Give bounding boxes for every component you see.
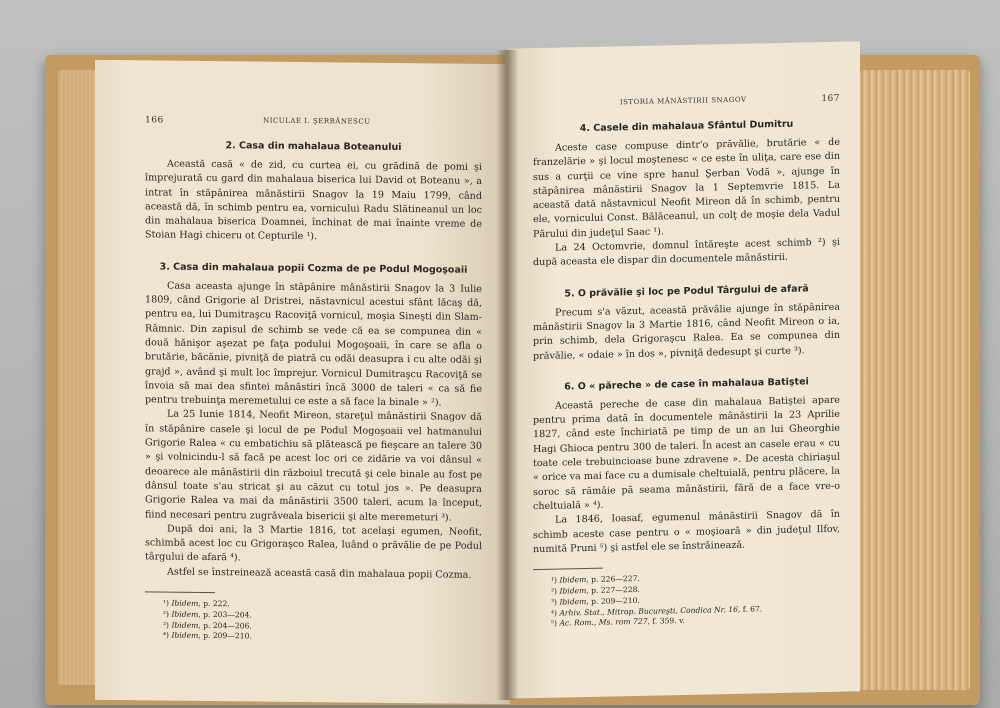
book-gutter-shadow — [496, 50, 518, 700]
footnote: ²) Ibidem, p. 227—228. — [551, 584, 640, 596]
left-page — [95, 60, 510, 704]
footnote: ⁵) Ac. Rom., Ms. rom 727, f. 359. v. — [551, 616, 685, 629]
paragraph: La 25 Iunie 1814, Neofit Mireon, stareţul mânăstirii Snagov dă în stăpânire casele şi locul de pe Podul Mogoşoaii vel hatmanului Grigorie Ralea « cu embatichiu să plătească pe fieşcare an talere 30 » şi volnicindu-l să facă pe acest loc ori ce zidărie va voi dânsul « deoarece ale mânăstirii din războiul trecută şi cele binale au fost pe dânsul toate s'au stricat şi au căzut cu totul jos ». Pe deasupra Grigorie Ralea va mai da mânăstirii 3500 taleri, acum la început, fiind necesari pentru zugrăveala bisericii şi alte meremeturi ³). — [145, 409, 482, 524]
left-page-number: 166 — [145, 115, 164, 126]
paragraph: La 1846, Ioasaf, egumenul mânăstirii Snagov dă în schimb aceste case pentru o « moşioară » din judeţul Ilfov, numită Pruni ⁵) şi astfel ele se înstrăinează. — [533, 508, 840, 555]
footnote: ¹) Ibidem, p. 226—227. — [551, 574, 640, 585]
footnote-divider — [533, 568, 603, 570]
footnote: ⁴) Ibidem, p. 209—210. — [163, 630, 252, 641]
paragraph: Această pereche de case din mahalaua Batiştei apare pentru prima dată în documentele mânăstirii la 23 Aprilie 1827, când este închiriată pe timp de un an lui Gheorghie Hagi Ghioca pentru 300 de taleri. În acest an casele erau « cu toate cele trebuincioase bune zdravene ». De acesta chiriaşul « orice va mai face cu a dumisale cheltuială, pentru plăcere, la soroc să rămâie pă seama mânăstirii, fără de a face vre-o cheltuială » ⁴). — [533, 394, 840, 513]
left-running-title: NICULAE I. ŞERBĂNESCU — [263, 116, 371, 126]
paragraph: Această casă « de zid, cu curtea ei, cu grădină de pomi şi împrejurată cu gard din mahalaua biserica lui David ot Boteanu », a intrat în stăpânirea mânăstirii Snagov la 19 Maiu 1799, când această dă, în schimb pentru ea, vornicului Radu Slătineanul un loc din mahalaua biserica Doamnei, închinat de mai înainte vreme de Stoian Hagi chiceru ot Cepturile ¹). — [145, 158, 482, 243]
right-running-head — [533, 94, 840, 110]
footnote-divider — [145, 591, 215, 593]
footnote: ¹) Ibidem, p. 222. — [163, 598, 230, 609]
right-running-title: ISTORIA MĂNĂSTIRII SNAGOV — [619, 95, 747, 107]
paragraph: După doi ani, la 3 Martie 1816, tot acelaşi egumen, Neofit, schimbă acest loc cu Grigoraşco Ralea, luând o prăvălie de pe Podul târgului de afară ⁴). — [145, 523, 482, 564]
right-page-number: 167 — [821, 93, 840, 105]
footnote: ⁴) Arhiv. Stat., Mitrop. Bucureşti, Condica Nr. 16, f. 67. — [551, 603, 763, 618]
footnote: ³) Ibidem, p. 209—210. — [551, 595, 640, 607]
section-title: 3. Casa din mahalaua popii Cozma de pe Podul Mogoşoaii — [159, 261, 468, 276]
section-title: 6. O « păreche » de case în mahalaua Batiştei — [564, 376, 809, 393]
paragraph: Casa aceasta ajunge în stăpânire mânăstirii Snagov la 3 Iulie 1809, când Grigorie al Dristrei, năstavnicul acestui sfânt lăcaş dă, pentru ea, lui Dumitraşcu Racoviţă vornicul, moşia Sineşti din Slam-Râmnic. Din zapisul de schimb se vede că ea se compunea din « două hănişor aşezat pe faţa podului Mogoşoaii, în care se afla o brutărie, băcănie, pivniţă de piatră cu odăi deasupra i cu alte odăi şi grajd », având şi mult loc împrejur. Vornicul Dumitraşcu Racoviţă se învoia să mai dea sfintei mânăstiri încă 3000 de taleri « ca să fie pentru trebuinţa meremetului ce este a să face la binale » ²). — [145, 280, 482, 409]
paragraph: La 24 Octomvrie, domnul întăreşte acest schimb ²) şi după aceasta ele dispar din documentele mânăstirii. — [533, 236, 840, 269]
paragraph: Aceste case compuse dintr'o prăvălie, brutărie « de franzelărie » şi locul moştenesc « ce este în uliţa, care ese din sus a curţii ce vine spre hanul Şerban Vodă », ajunge în stăpânirea mânăstirii Snagov la 1 Septemvrie 1815. La această dată năstavnicul Neofit Mireon dă în schimb, pentru ele, vornicului Const. Bălăceanul, un colţ de moşie dela Vadul Părului din judeţul Saac ¹). — [533, 136, 840, 240]
left-running-head — [145, 115, 482, 129]
footnote: ²) Ibidem, p. 203—204. — [163, 609, 252, 620]
paragraph: Precum s'a văzut, această prăvălie ajunge în stăpânirea mânăstirii Snagov la 3 Martie 1816, când Neofit Mireon o ia, prin schimb, dela Grigoraşcu Ralea. Ea se compunea din prăvălie, « odaie » în dos », pivniţă dedesupt şi curte ³). — [533, 301, 840, 362]
paragraph: Astfel se înstreinează această casă din mahalaua popii Cozma. — [167, 566, 472, 581]
section-title: 2. Casa din mahalaua Boteanului — [225, 140, 402, 154]
right-page-block-edge — [860, 70, 970, 690]
right-page — [505, 41, 860, 698]
section-title: 4. Casele din mahalaua Sfântul Dumitru — [579, 118, 794, 135]
section-title: 5. O prăvălie şi loc pe Podul Târgului de afară — [564, 283, 809, 300]
footnote: ³) Ibidem, p. 204—206. — [163, 620, 252, 631]
